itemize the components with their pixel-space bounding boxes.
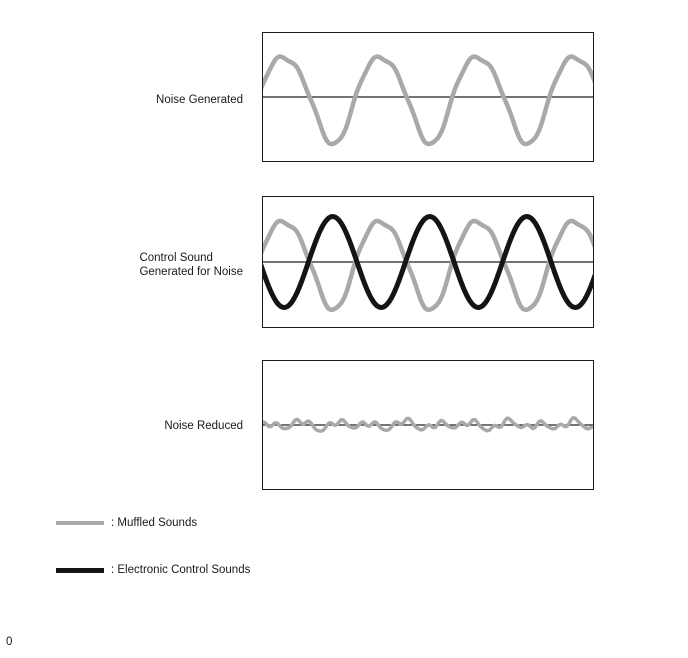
panel-label-noise-generated: [156, 93, 243, 107]
noise-reduced-plot: [262, 360, 594, 490]
panel-label-line: Noise Reduced: [164, 420, 243, 432]
panel-label-line: Control Sound: [139, 252, 213, 264]
panel-label-control-sound: [139, 251, 243, 279]
panel-label-line: Noise Generated: [156, 94, 243, 106]
legend-label-muffled: : Muffled Sounds: [111, 517, 198, 529]
noise-generated-plot: [262, 32, 594, 162]
muffled-line-swatch-icon: [56, 521, 104, 525]
noise-reduced-wave: [263, 361, 593, 489]
origin-zero-label: 0: [6, 636, 13, 648]
electronic-control-line-swatch-icon: [56, 568, 104, 573]
control-sound-wave: [263, 197, 593, 327]
panel-label-line: Generated for Noise: [139, 266, 243, 278]
noise-generated-wave: [263, 33, 593, 161]
legend-label-electronic-control: : Electronic Control Sounds: [111, 564, 251, 576]
legend-item-electronic-control: [56, 563, 250, 577]
legend-item-muffled: [56, 516, 197, 530]
panel-label-noise-reduced: [164, 419, 243, 433]
control-sound-plot: [262, 196, 594, 328]
